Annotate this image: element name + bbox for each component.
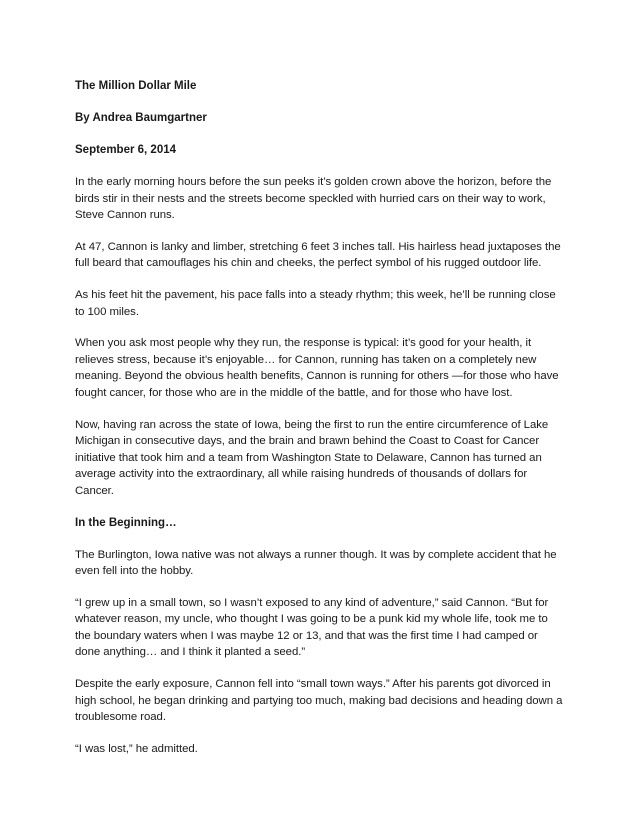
- paragraph: In the early morning hours before the sun peeks it’s golden crown above the horizon, before the birds stir in their nests and the streets become speckled with hurried cars on their way to work, Steve Cannon runs.: [75, 176, 552, 222]
- paragraph: Despite the early exposure, Cannon fell into “small town ways.” After his parents got divorced in high school, he began drinking and partying too much, making bad decisions and heading down a troublesome road.: [75, 678, 563, 724]
- paragraph: “I grew up in a small town, so I wasn’t exposed to any kind of adventure,” said Cannon. “But for whatever reason, my uncle, who thought I was going to be a punk kid my whole life, took me to the boundary waters when I was maybe 12 or 13, and that was the first time I had camped or done anything… and I think it planted a seed.”: [75, 596, 549, 659]
- paragraph: “I was lost,” he admitted.: [75, 742, 198, 755]
- paragraph: As his feet hit the pavement, his pace falls into a steady rhythm; this week, he’ll be running close to 100 miles.: [75, 288, 556, 318]
- document-byline: By Andrea Baumgartner: [75, 112, 207, 124]
- document-title: The Million Dollar Mile: [75, 80, 197, 92]
- document-page: [75, 78, 565, 772]
- paragraph: At 47, Cannon is lanky and limber, stretching 6 feet 3 inches tall. His hairless head juxtaposes the full beard that camouflages his chin and cheeks, the perfect symbol of his rugged outdoor life.: [75, 240, 561, 270]
- paragraph: The Burlington, Iowa native was not always a runner though. It was by complete accident that he even fell into the hobby.: [75, 548, 557, 578]
- document-date: September 6, 2014: [75, 144, 177, 156]
- paragraph: Now, having ran across the state of Iowa, being the first to run the entire circumference of Lake Michigan in consecutive days, and the brain and brawn behind the Coast to Coast for Cancer initiative that took him and a team from Washington State to Delaware, Cannon has turned an average activity into the extraordinary, all while raising hundreds of thousands of dollars for Cancer.: [75, 418, 549, 497]
- paragraph: When you ask most people why they run, the response is typical: it’s good for your health, it relieves stress, because it’s enjoyable… for Cannon, running has taken on a completely new meaning. Beyond the obvious health benefits, Cannon is running for others —for those who have fought cancer, for those who are in the middle of the battle, and for those who have lost.: [75, 337, 559, 399]
- section-heading: In the Beginning…: [75, 516, 177, 529]
